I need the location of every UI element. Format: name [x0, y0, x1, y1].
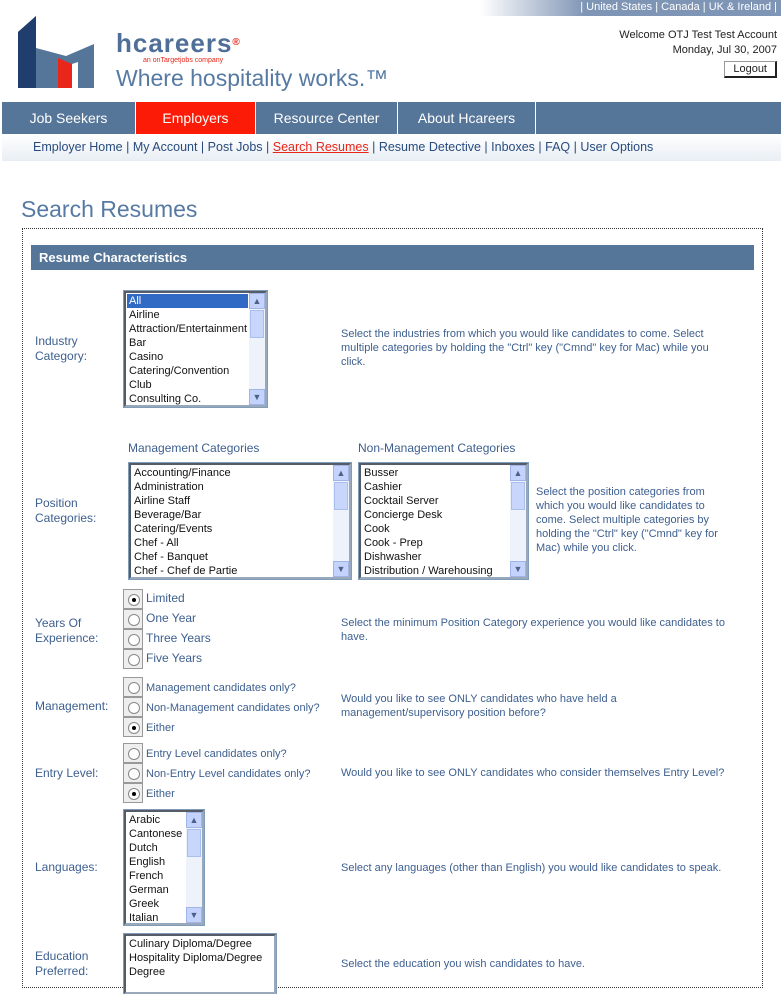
entry-radio-2[interactable] [123, 783, 143, 803]
listbox-option[interactable]: Cook - Prep [364, 537, 423, 549]
scroll-down-icon[interactable]: ▼ [510, 561, 526, 577]
page-title: Search Resumes [21, 196, 198, 222]
listbox-option[interactable]: Cocktail Server [364, 495, 439, 507]
tagline: Where hospitality works.™ [116, 65, 389, 91]
subnav-user-options[interactable]: User Options [580, 140, 654, 154]
education-help: Select the education you wish candidates to have. [341, 958, 585, 970]
listbox-option[interactable]: Busser [364, 467, 399, 479]
listbox-option[interactable]: French [129, 870, 164, 882]
brand-sub: an onTargetjobs company [143, 57, 224, 64]
scroll-up-icon[interactable]: ▲ [186, 812, 202, 828]
listbox-option[interactable]: Arabic [129, 814, 161, 826]
experience-help: Select the minimum Position Category experience you would like candidates to have. [341, 617, 725, 643]
scrollbar[interactable] [510, 465, 526, 577]
listbox-option[interactable]: German [129, 884, 169, 896]
experience-option-label[interactable]: Limited [146, 591, 185, 605]
scrollbar[interactable] [186, 812, 202, 923]
subnav-my-account[interactable]: My Account [132, 140, 198, 154]
listbox-option[interactable]: Dutch [129, 842, 158, 854]
experience-radio-1[interactable] [123, 609, 143, 629]
listbox-option[interactable]: Administration [134, 481, 204, 493]
scroll-thumb[interactable] [511, 482, 525, 510]
listbox-option[interactable]: Distribution / Warehousing [364, 565, 493, 577]
entry-option-label[interactable]: Entry Level candidates only? [146, 748, 287, 760]
scroll-down-icon[interactable]: ▼ [249, 389, 265, 405]
management-label: Management: [35, 699, 109, 713]
management-radio-0[interactable] [123, 677, 143, 697]
entry-level-help: Would you like to see ONLY candidates who consider themselves Entry Level? [341, 767, 725, 779]
radio-circle-icon [128, 594, 140, 606]
education-listbox[interactable] [124, 934, 276, 994]
radio-circle-icon [128, 702, 140, 714]
entry-radio-1[interactable] [123, 763, 143, 783]
radio-circle-icon [128, 722, 140, 734]
experience-label: Years Of Experience: [35, 616, 99, 645]
scroll-thumb[interactable] [250, 310, 264, 338]
subnav-search-resumes[interactable]: Search Resumes [272, 140, 369, 154]
scroll-down-icon[interactable]: ▼ [333, 561, 349, 577]
nav-about-hcareers[interactable]: About Hcareers [398, 102, 536, 134]
position-label: Position Categories: [35, 496, 97, 525]
listbox-option[interactable]: Culinary Diploma/Degree [129, 938, 252, 950]
education-label: Education Preferred: [35, 949, 89, 978]
non-management-categories-heading: Non-Management Categories [358, 441, 516, 455]
non-management-categories-listbox[interactable] [359, 463, 528, 579]
scroll-thumb[interactable] [187, 829, 201, 857]
industry-help: Select the industries from which you would like candidates to come. Select multiple categories by holding the "Ctrl" key ("Cmnd" key for Mac) while you click. [341, 328, 709, 368]
user-info [619, 28, 777, 58]
radio-circle-icon [128, 768, 140, 780]
scroll-up-icon[interactable]: ▲ [333, 465, 349, 481]
nav-resource-center[interactable]: Resource Center [256, 102, 398, 134]
scrollbar[interactable] [249, 293, 265, 405]
listbox-option[interactable]: Chef - Banquet [134, 551, 208, 563]
listbox-option[interactable]: Chef - Chef de Partie [134, 565, 238, 577]
listbox-option[interactable]: Italian [129, 912, 159, 924]
listbox-option[interactable]: Greek [129, 898, 159, 910]
listbox-option[interactable]: Catering/Convention [129, 365, 230, 377]
experience-radio-0[interactable] [123, 589, 143, 609]
region-uk[interactable]: UK & Ireland [708, 1, 772, 13]
listbox-option[interactable]: Bar [129, 337, 147, 349]
entry-option-label[interactable]: Non-Entry Level candidates only? [146, 768, 311, 780]
experience-option-label[interactable]: Five Years [146, 651, 203, 665]
management-categories-heading: Management Categories [128, 441, 260, 455]
listbox-option[interactable]: Cashier [364, 481, 402, 493]
experience-option-label[interactable]: Three Years [146, 631, 211, 645]
scrollbar[interactable] [333, 465, 349, 577]
listbox-option[interactable]: Airline Staff [134, 495, 191, 507]
listbox-option[interactable]: All [127, 294, 248, 308]
subnav-employer-home[interactable]: Employer Home [33, 140, 123, 154]
languages-help: Select any languages (other than English) you would like candidates to speak. [341, 862, 722, 874]
radio-circle-icon [128, 682, 140, 694]
management-option-label[interactable]: Management candidates only? [146, 682, 296, 694]
management-option-label[interactable]: Non-Management candidates only? [146, 702, 320, 714]
sub-nav: Employer Home | My Account | Post Jobs | Search Resumes | Resume Detective | Inboxes | FAQ | User Options [2, 134, 781, 161]
radio-circle-icon [128, 748, 140, 760]
subnav-post-jobs[interactable]: Post Jobs [207, 140, 263, 154]
listbox-option[interactable]: Cook [364, 523, 390, 535]
listbox-option[interactable]: Beverage/Bar [134, 509, 202, 521]
listbox-option[interactable]: Consulting Co. [129, 393, 202, 405]
entry-option-label[interactable]: Either [146, 788, 175, 800]
management-categories-listbox[interactable] [129, 463, 351, 579]
industry-listbox[interactable] [124, 291, 267, 407]
management-option-label[interactable]: Either [146, 722, 175, 734]
listbox-option[interactable]: Airline [129, 309, 160, 321]
experience-radio-2[interactable] [123, 629, 143, 649]
main-nav [2, 102, 781, 134]
listbox-option[interactable]: Degree [129, 966, 166, 978]
listbox-option[interactable]: Dishwasher [364, 551, 422, 563]
management-radio-2[interactable] [123, 717, 143, 737]
management-radio-1[interactable] [123, 697, 143, 717]
listbox-option[interactable]: English [129, 856, 166, 868]
listbox-option[interactable]: Casino [129, 351, 164, 363]
nav-job-seekers[interactable]: Job Seekers [2, 102, 136, 134]
listbox-option[interactable]: Hospitality Diploma/Degree [129, 952, 263, 964]
brand-name: hcareers® [116, 28, 241, 58]
subnav-resume-detective[interactable]: Resume Detective [378, 140, 481, 154]
region-us[interactable]: United States [586, 1, 653, 13]
subnav-inboxes[interactable]: Inboxes [491, 140, 535, 154]
experience-radio-3[interactable] [123, 649, 143, 669]
welcome-text: Welcome OTJ Test Test Account [619, 29, 777, 41]
industry-label: Industry Category: [35, 334, 88, 363]
radio-circle-icon [128, 654, 140, 666]
current-date: Monday, Jul 30, 2007 [672, 44, 777, 56]
scroll-up-icon[interactable]: ▲ [249, 293, 265, 309]
radio-circle-icon [128, 634, 140, 646]
listbox-option[interactable]: Club [129, 379, 152, 391]
listbox-option[interactable]: Attraction/Entertainment [129, 323, 248, 335]
entry-level-label: Entry Level: [35, 766, 99, 780]
management-help: Would you like to see ONLY candidates who have held a management/supervisory position before? [341, 693, 617, 719]
scroll-up-icon[interactable]: ▲ [510, 465, 526, 481]
entry-radio-0[interactable] [123, 743, 143, 763]
subnav-faq[interactable]: FAQ [545, 140, 571, 154]
languages-listbox[interactable] [124, 810, 204, 925]
position-help: Select the position categories from which you would like candidates to come. Select multiple categories by holding the "Ctrl" key ("Cmnd" key for Mac) while you click. [536, 486, 718, 554]
section-header: Resume Characteristics [31, 245, 754, 270]
radio-circle-icon [128, 614, 140, 626]
listbox-option[interactable]: Concierge Desk [364, 509, 443, 521]
languages-label: Languages: [35, 860, 98, 874]
hcareers-logo-icon[interactable] [18, 16, 94, 88]
region-canada[interactable]: Canada [661, 1, 700, 13]
radio-circle-icon [128, 788, 140, 800]
listbox-option[interactable]: Accounting/Finance [134, 467, 231, 479]
nav-employers[interactable]: Employers [136, 102, 256, 134]
listbox-option[interactable]: Chef - All [134, 537, 179, 549]
experience-option-label[interactable]: One Year [146, 611, 197, 625]
scroll-thumb[interactable] [334, 482, 348, 510]
region-bar: | United States | Canada | UK & Ireland | [480, 0, 781, 16]
logout-button[interactable]: Logout [724, 61, 777, 78]
scroll-down-icon[interactable]: ▼ [186, 907, 202, 923]
listbox-option[interactable]: Cantonese [129, 828, 183, 840]
listbox-option[interactable]: Catering/Events [134, 523, 213, 535]
